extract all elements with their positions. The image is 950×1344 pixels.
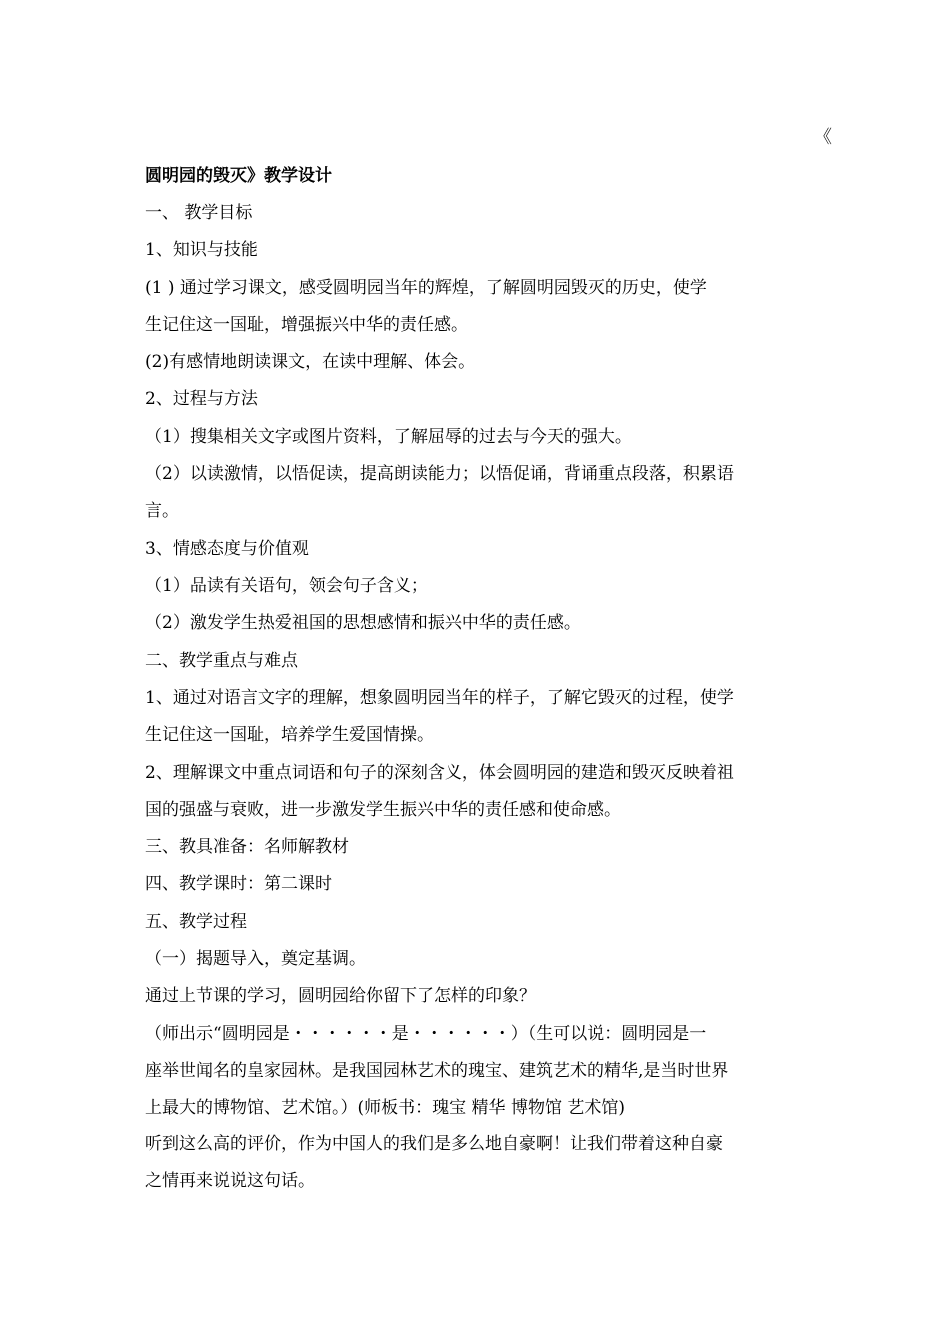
section-heading: 二、教学重点与难点 (145, 651, 298, 671)
paragraph-line: 通过上节课的学习，圆明园给你留下了怎样的印象？ (145, 986, 536, 1006)
paragraph-line: 生记住这一国耻，培养学生爱国情操。 (145, 725, 434, 745)
subsection-heading: 3、情感态度与价值观 (145, 539, 309, 559)
paragraph-line: (2)有感情地朗读课文，在读中理解、体会。 (145, 352, 476, 372)
section-heading: 一、 教学目标 (145, 203, 253, 223)
section-heading: 五、教学过程 (145, 912, 247, 932)
paragraph-line: 生记住这一国耻，增强振兴中华的责任感。 (145, 315, 468, 335)
paragraph-line: 听到这么高的评价，作为中国人的我们是多么地自豪啊！让我们带着这种自豪 (145, 1134, 723, 1154)
paragraph-line: （2）激发学生热爱祖国的思想感情和振兴中华的责任感。 (145, 613, 581, 633)
paragraph-line: （1）品读有关语句，领会句子含义； (145, 576, 428, 596)
paragraph-line: （1）搜集相关文字或图片资料，了解屈辱的过去与今天的强大。 (145, 427, 632, 447)
subsection-heading: 1、知识与技能 (145, 240, 258, 260)
paragraph-line: 上最大的博物馆、艺术馆。）(师板书：瑰宝 精华 博物馆 艺术馆) (145, 1098, 625, 1118)
subsection-heading: 2、过程与方法 (145, 389, 258, 409)
document-title: 圆明园的毁灭》教学设计 (145, 166, 332, 186)
paragraph-line: 2、理解课文中重点词语和句子的深刻含义，体会圆明园的建造和毁灭反映着祖 (145, 763, 734, 783)
paragraph-line: 1、通过对语言文字的理解，想象圆明园当年的样子，了解它毁灭的过程，使学 (145, 688, 734, 708)
subsection-heading: （一）揭题导入，奠定基调。 (145, 949, 366, 969)
paragraph-line: 座举世闻名的皇家园林。是我国园林艺术的瑰宝、建筑艺术的精华,是当时世界 (145, 1061, 729, 1081)
paragraph-line: 言。 (145, 501, 179, 521)
paragraph-line: (1 ) 通过学习课文，感受圆明园当年的辉煌，了解圆明园毁灭的历史，使学 (145, 278, 707, 298)
title-open-bracket: 《 (814, 127, 832, 148)
section-heading: 三、教具准备：名师解教材 (145, 837, 349, 857)
paragraph-line: 国的强盛与衰败，进一步激发学生振兴中华的责任感和使命感。 (145, 800, 621, 820)
paragraph-line: （2）以读激情，以悟促读，提高朗读能力；以悟促诵，背诵重点段落，积累语 (145, 464, 734, 484)
paragraph-line: （师出示“圆明园是・・・・・・是・・・・・・）（生可以说：圆明园是一 (145, 1024, 707, 1044)
section-heading: 四、教学课时：第二课时 (145, 874, 332, 894)
paragraph-line: 之情再来说说这句话。 (145, 1171, 315, 1191)
